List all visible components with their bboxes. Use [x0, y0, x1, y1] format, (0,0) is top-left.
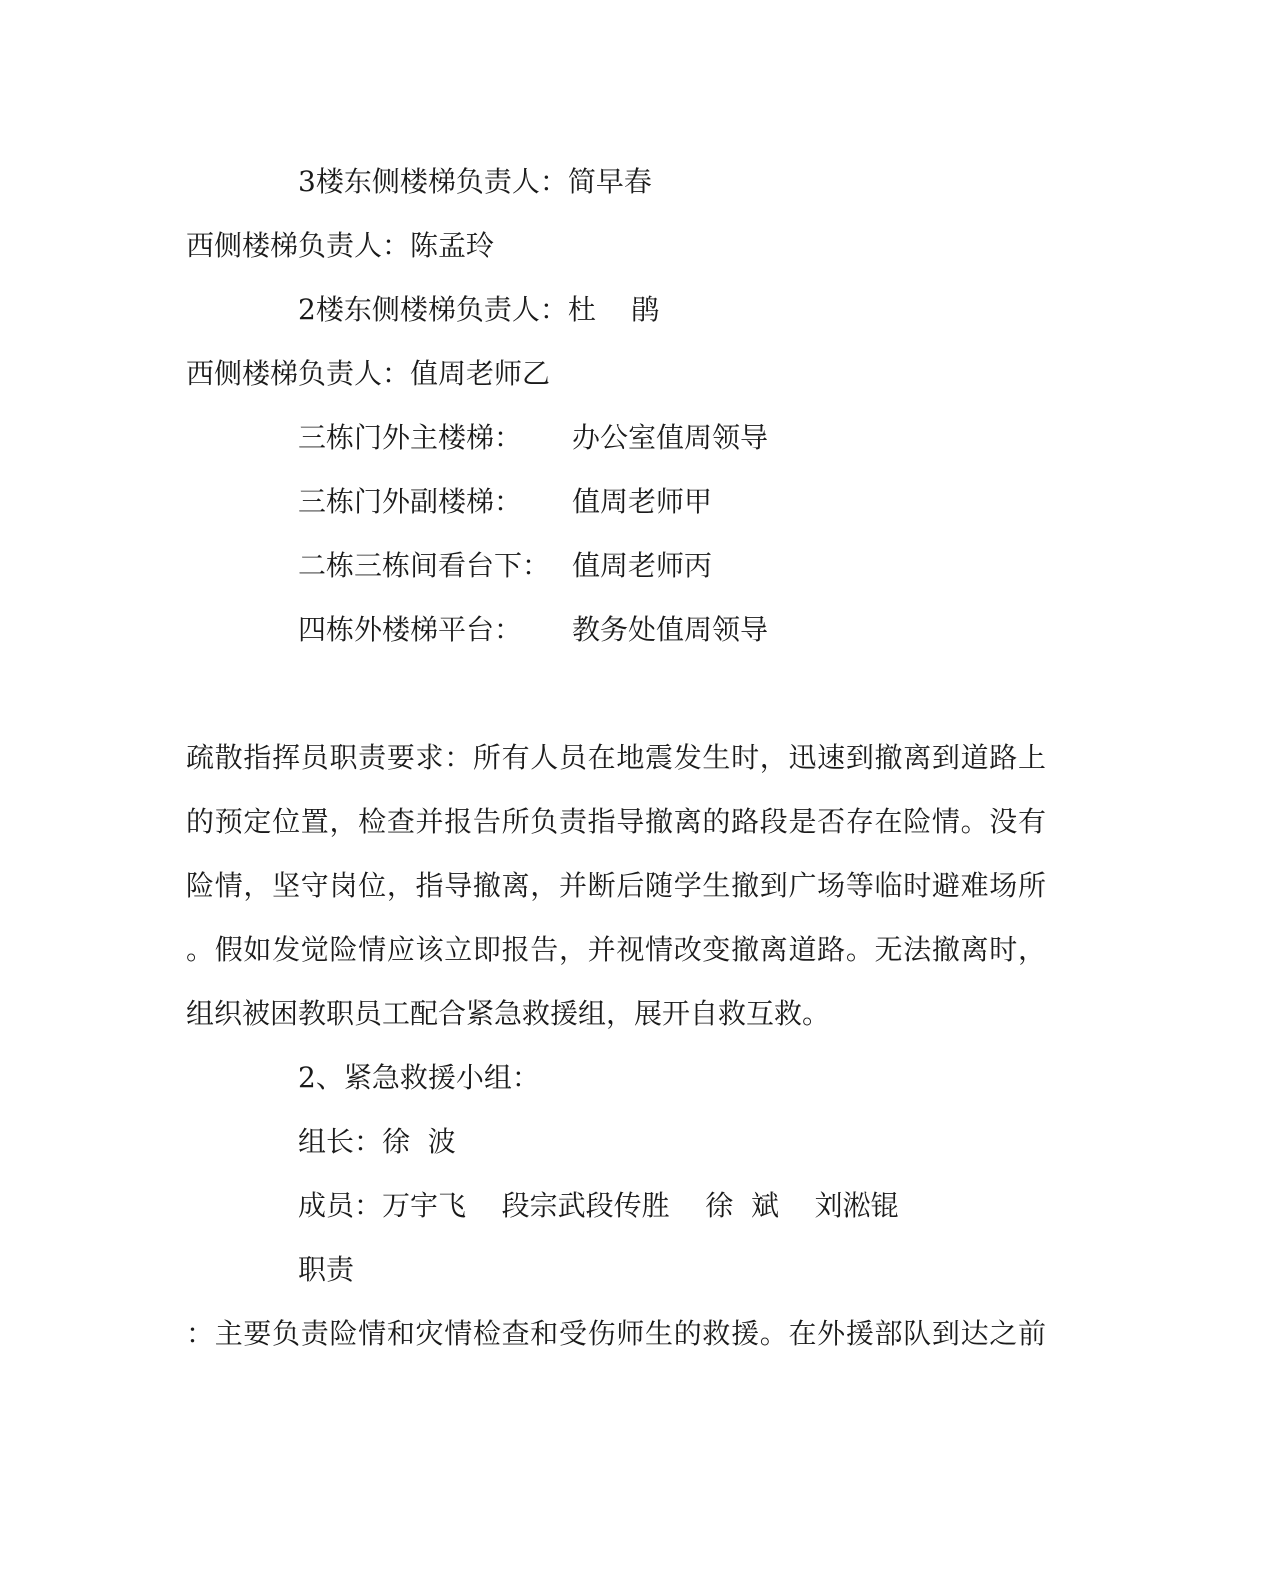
- floor2-west-stair-line: 西侧楼梯负责人：值周老师乙: [186, 357, 551, 390]
- station-location: 三栋门外副楼梯：: [298, 485, 523, 518]
- evacuation-duty-line: 疏散指挥员职责要求：所有人员在地震发生时，迅速到撤离到道路上: [186, 741, 1046, 774]
- station-location: 二栋三栋间看台下：: [298, 549, 551, 582]
- floor3-east-stair-line: 3楼东侧楼梯负责人：简早春: [298, 165, 652, 198]
- rescue-group-leader: 组长：徐 波: [298, 1125, 456, 1158]
- rescue-group-duty-line: ：主要负责险情和灾情检查和受伤师生的救援。在外援部队到达之前: [186, 1317, 1046, 1350]
- evacuation-duty-line: 的预定位置，检查并报告所负责指导撤离的路段是否存在险情。没有: [186, 805, 1046, 838]
- evacuation-duty-line: 组织被困教职员工配合紧急救援组，展开自救互救。: [186, 997, 831, 1030]
- floor3-west-stair-line: 西侧楼梯负责人：陈孟玲: [186, 229, 495, 262]
- station-location: 三栋门外主楼梯：: [298, 421, 523, 454]
- floor2-east-stair-line: 2楼东侧楼梯负责人：杜 鹃: [298, 293, 660, 326]
- station-person: 值周老师甲: [572, 485, 713, 518]
- rescue-group-duty-label: 职责: [298, 1253, 355, 1286]
- rescue-group-heading: 2、紧急救援小组：: [298, 1061, 540, 1094]
- station-person: 办公室值周领导: [572, 421, 769, 454]
- station-person: 教务处值周领导: [572, 613, 769, 646]
- evacuation-duty-line: 险情，坚守岗位，指导撤离，并断后随学生撤到广场等临时避难场所: [186, 869, 1046, 902]
- station-person: 值周老师丙: [572, 549, 713, 582]
- evacuation-duty-line: 。假如发觉险情应该立即报告，并视情改变撤离道路。无法撤离时，: [186, 933, 1046, 966]
- rescue-group-members: 成员：万宇飞 段宗武段传胜 徐 斌 刘淞锟: [298, 1189, 899, 1222]
- station-location: 四栋外楼梯平台：: [298, 613, 523, 646]
